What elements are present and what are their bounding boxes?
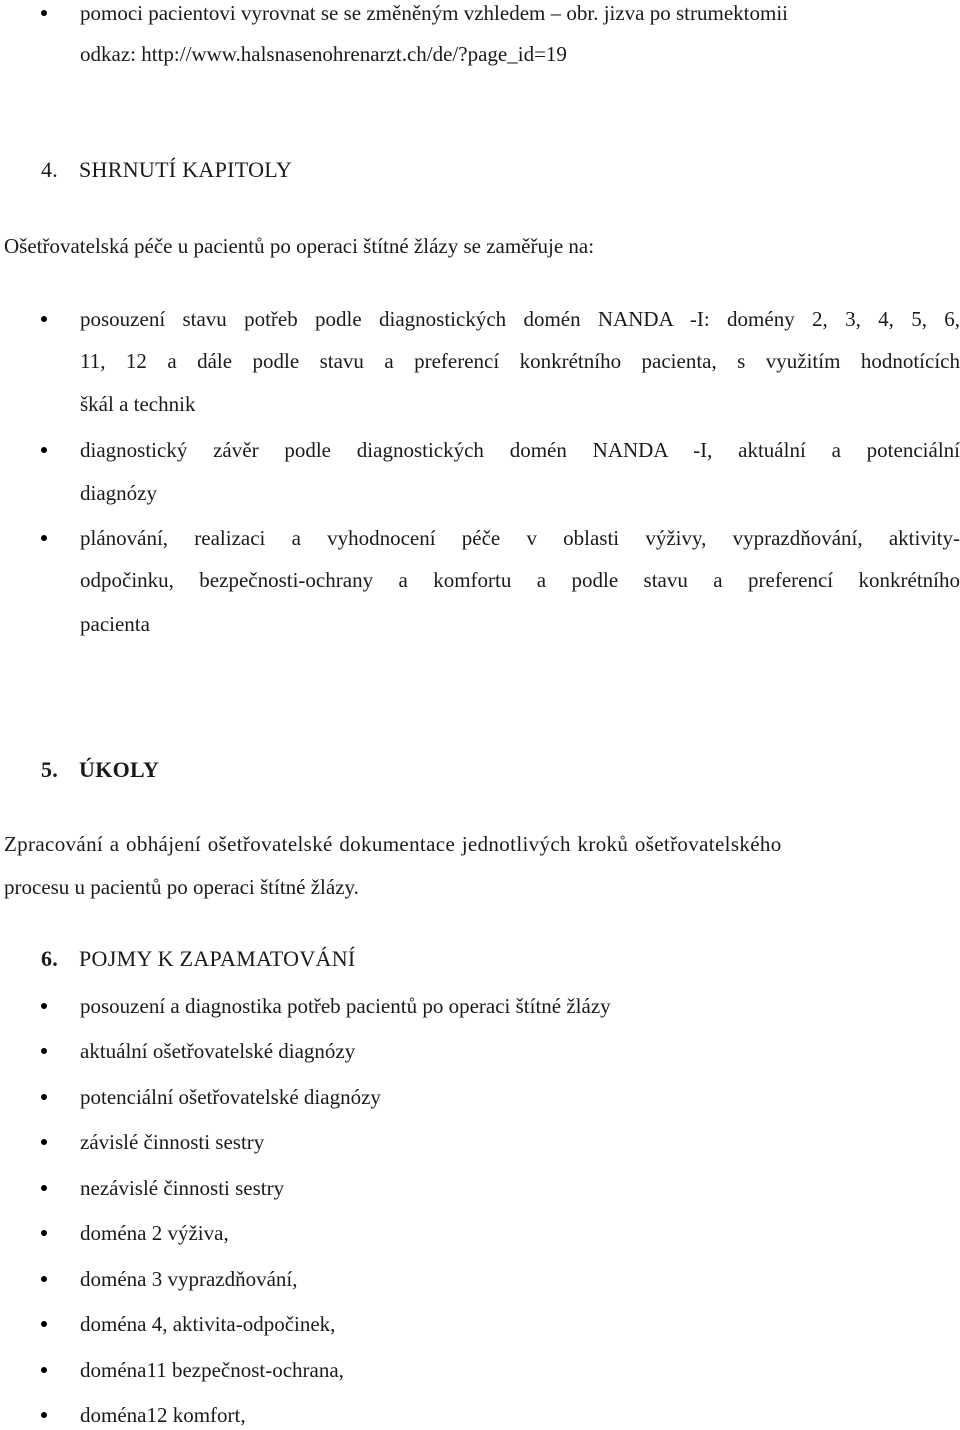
bullet-icon [41, 447, 47, 453]
section-6-item: posouzení a diagnostika potřeb pacientů po operaci štítné žlázy [80, 994, 611, 1018]
bullet-icon [41, 10, 47, 16]
section-4-item-3-line-1: plánování, realizaci a vyhodnocení péče v oblasti výživy, vyprazdňování, aktivity- [80, 526, 960, 550]
bullet-icon [41, 1321, 47, 1327]
top-list-item-link[interactable]: odkaz: http://www.halsnasenohrenarzt.ch/de/?page_id=19 [80, 42, 567, 66]
section-5-text-line-1: Zpracování a obhájení ošetřovatelské dokumentace jednotlivých kroků ošetřovatelského [4, 832, 782, 856]
bullet-icon [41, 1048, 47, 1054]
section-6-item: doména12 komfort, [80, 1403, 246, 1427]
section-6-item: doména 2 výživa, [80, 1221, 229, 1245]
bullet-icon [41, 1094, 47, 1100]
section-6-item: nezávislé činnosti sestry [80, 1176, 285, 1200]
section-5-title: ÚKOLY [79, 757, 160, 782]
section-5-text-line-2: procesu u pacientů po operaci štítné žlázy. [4, 875, 359, 899]
bullet-icon [41, 316, 47, 322]
section-6-title: POJMY K ZAPAMATOVÁNÍ [79, 946, 356, 971]
bullet-icon [41, 1139, 47, 1145]
section-4-item-1-line-3: škál a technik [80, 392, 196, 416]
bullet-icon [41, 1412, 47, 1418]
section-4-heading [41, 156, 292, 184]
bullet-icon [41, 1276, 47, 1282]
section-6-item: aktuální ošetřovatelské diagnózy [80, 1039, 356, 1063]
section-4-intro: Ošetřovatelská péče u pacientů po operaci štítné žlázy se zaměřuje na: [4, 234, 595, 258]
section-6-number: 6. [41, 946, 59, 971]
section-4-item-1-line-2: 11, 12 a dále podle stavu a preferencí konkrétního pacienta, s využitím hodnotících [80, 349, 960, 373]
section-5-heading [41, 756, 159, 784]
section-5-number: 5. [41, 757, 59, 782]
section-4-number: 4. [41, 157, 59, 182]
section-6-item: doména 4, aktivita-odpočinek, [80, 1312, 336, 1336]
section-6-item: doména11 bezpečnost-ochrana, [80, 1358, 344, 1382]
bullet-icon [41, 535, 47, 541]
section-4-item-3-line-2: odpočinku, bezpečnosti-ochrany a komfortu a podle stavu a preferencí konkrétního [80, 568, 960, 592]
section-6-item: závislé činnosti sestry [80, 1130, 265, 1154]
section-4-item-2-line-2: diagnózy [80, 481, 157, 505]
top-list-item: pomoci pacientovi vyrovnat se se změněným vzhledem – obr. jizva po strumektomii [80, 1, 788, 25]
section-4-item-1-line-1: posouzení stavu potřeb podle diagnostických domén NANDA -I: domény 2, 3, 4, 5, 6, [80, 307, 960, 331]
bullet-icon [41, 1185, 47, 1191]
bullet-icon [41, 1367, 47, 1373]
section-4-item-3-line-3: pacienta [80, 612, 150, 636]
section-6-item: doména 3 vyprazdňování, [80, 1267, 298, 1291]
bullet-icon [41, 1003, 47, 1009]
section-6-heading [41, 945, 356, 973]
section-4-item-2-line-1: diagnostický závěr podle diagnostických domén NANDA -I, aktuální a potenciální [80, 438, 960, 462]
bullet-icon [41, 1230, 47, 1236]
section-4-title: SHRNUTÍ KAPITOLY [79, 157, 293, 182]
section-6-item: potenciální ošetřovatelské diagnózy [80, 1085, 381, 1109]
